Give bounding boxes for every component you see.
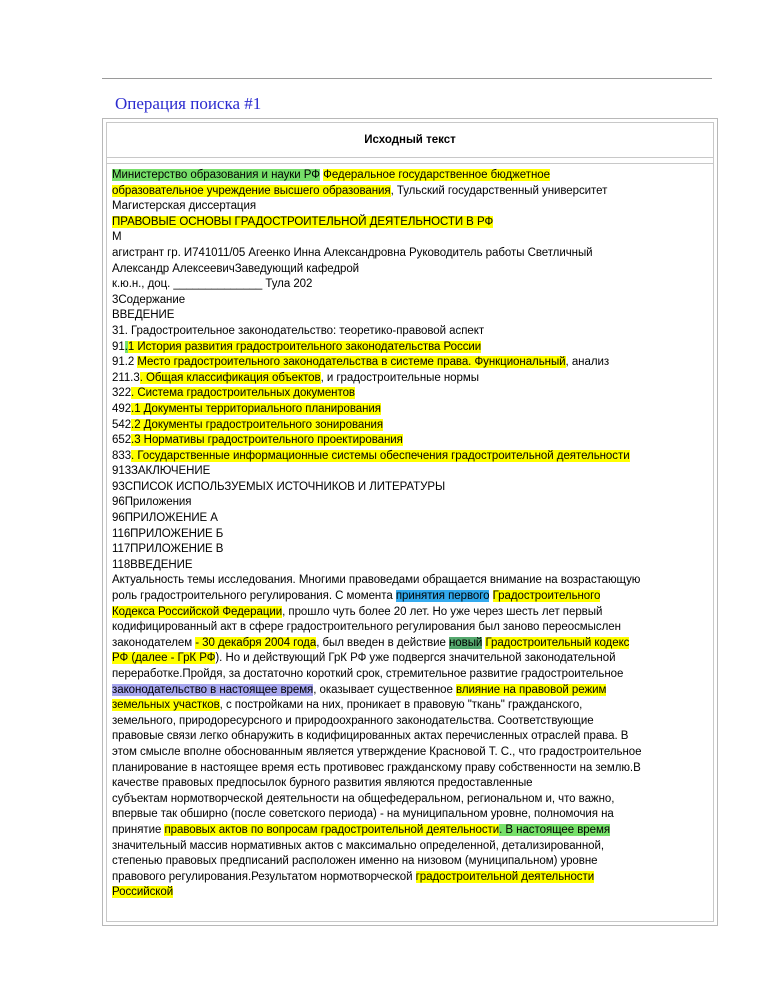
text-line	[112, 761, 712, 777]
text-line	[112, 449, 712, 465]
text-fragment: кодифицированный акт в сфере градостроительного регулирования был заново переосмыслен	[112, 621, 621, 634]
text-line	[112, 667, 712, 683]
text-fragment: Магистерская диссертация	[112, 200, 256, 213]
highlighted-fragment: Министерство образования и науки РФ	[112, 169, 320, 181]
text-line	[112, 745, 712, 761]
text-fragment: М	[112, 231, 122, 244]
text-line	[112, 168, 712, 184]
highlighted-fragment: . В настоящее время	[499, 823, 611, 836]
text-fragment: 3Содержание	[112, 293, 186, 306]
highlighted-fragment: образовательное учреждение высшего образования	[112, 184, 391, 197]
text-fragment: переработке.Пройдя, за достаточно короткий срок, стремительное развитие градостроительное	[112, 668, 624, 680]
highlighted-fragment: принятия первого	[395, 590, 490, 603]
text-fragment: субъектам нормотворческой деятельности на общефедеральном, региональном и, что важно,	[112, 792, 615, 805]
text-line	[112, 215, 712, 231]
highlighted-fragment: ПРАВОВЫЕ ОСНОВЫ ГРАДОСТРОИТЕЛЬНОЙ ДЕЯТЕЛЬНОСТИ В РФ	[112, 215, 494, 228]
text-fragment: 322	[112, 387, 132, 400]
text-fragment: ). Но и действующий ГрК РФ уже подвергся значительной законодательной	[215, 652, 616, 665]
highlighted-fragment: Кодекса Российской Федерации	[112, 605, 283, 618]
highlighted-fragment: земельных участков	[112, 699, 220, 712]
text-fragment: 652	[112, 434, 132, 447]
highlighted-fragment: Градостроительного	[492, 590, 601, 603]
text-fragment: , с постройками на них, проникает в правовую "ткань" гражданского,	[219, 699, 583, 712]
text-fragment: , Тульский государственный университет	[390, 184, 608, 197]
text-line	[112, 683, 712, 699]
text-line	[112, 823, 712, 839]
text-line	[112, 807, 712, 823]
page-title: Операция поиска #1	[115, 94, 262, 113]
text-line	[112, 386, 712, 402]
text-fragment: планирование в настоящее время есть противовес гражданскому праву собственности на землю.В	[112, 761, 641, 774]
text-fragment: степенью правовых предписаний расположен именно на низовом (муниципальном) уровне	[112, 855, 598, 868]
text-line	[112, 620, 712, 636]
highlighted-fragment: новый	[449, 636, 483, 649]
text-fragment: правового регулирования.Результатом нормотворческой	[112, 870, 416, 883]
text-line	[112, 433, 712, 449]
text-line	[112, 371, 712, 387]
text-fragment: , и градостроительные нормы	[320, 371, 479, 384]
text-fragment: земельного, природоресурсного и природоохранного законодательства. Соответствующие	[112, 714, 594, 727]
header-divider	[107, 159, 713, 164]
text-line	[112, 792, 712, 808]
text-fragment: , был введен в действие	[316, 636, 449, 649]
highlighted-fragment: законодательство в настоящее время	[112, 683, 314, 696]
text-fragment: правовые связи легко обнаружить в кодифицированных актах перечисленных отраслей права. В	[112, 730, 629, 743]
text-line	[112, 651, 712, 667]
highlighted-fragment: Российской	[112, 886, 174, 899]
text-line	[112, 340, 712, 356]
highlighted-fragment: градостроительной деятельности	[415, 870, 595, 883]
highlighted-fragment: Градостроительный кодекс	[485, 636, 630, 649]
text-line	[112, 308, 712, 324]
text-fragment: впервые так обширно (после советского периода) - на муниципальном уровне, полномочия на	[112, 808, 614, 821]
text-fragment: 913ЗАКЛЮЧЕНИЕ	[112, 465, 211, 478]
source-text-body	[112, 168, 712, 901]
text-fragment: Актуальность темы исследования. Многими правоведами обращается внимание на возрастающую	[112, 574, 641, 587]
text-fragment: 118ВВЕДЕНИЕ	[112, 558, 193, 571]
highlighted-fragment: влияние на правовой режим	[456, 683, 607, 696]
text-line	[112, 839, 712, 855]
text-fragment: 117ПРИЛОЖЕНИЕ В	[112, 543, 224, 556]
highlighted-fragment: Федеральное государственное бюджетное	[323, 169, 550, 181]
text-line	[112, 542, 712, 558]
text-line	[112, 636, 712, 652]
text-fragment: 93СПИСОК ИСПОЛЬЗУЕМЫХ ИСТОЧНИКОВ И ЛИТЕРАТУРЫ	[112, 480, 446, 493]
text-fragment: к.ю.н., доц. ______________ Тула 202	[112, 278, 313, 291]
text-fragment: 492	[112, 402, 132, 415]
highlighted-fragment: .	[124, 340, 128, 353]
highlighted-fragment: 1 История развития градостроительного законодательства России	[127, 340, 482, 353]
text-line	[112, 854, 712, 870]
table-cell-border	[106, 122, 714, 922]
text-line	[112, 885, 712, 901]
highlighted-fragment: . Общая классификация объектов	[139, 371, 321, 384]
highlighted-fragment: Место градостроительного законодательства в системе права. Функциональный	[137, 356, 566, 369]
text-fragment: 31. Градостроительное законодательство: теоретико-правовой аспект	[112, 324, 485, 337]
text-line	[112, 464, 712, 480]
text-line	[112, 184, 712, 200]
text-line	[112, 573, 712, 589]
text-line	[112, 246, 712, 262]
text-fragment: 116ПРИЛОЖЕНИЕ Б	[112, 527, 224, 540]
text-fragment: 91	[112, 340, 125, 353]
text-line	[112, 293, 712, 309]
text-fragment: агистрант гр. И741011/05 Агеенко Инна Александровна Руководитель работы Светличный	[112, 246, 593, 259]
text-line	[112, 199, 712, 215]
text-line	[112, 480, 712, 496]
text-fragment: принятие	[112, 823, 165, 836]
text-fragment: 96ПРИЛОЖЕНИЕ А	[112, 512, 218, 525]
highlighted-fragment: .2 Документы градостроительного зонирования	[131, 418, 384, 431]
text-fragment: 91.2	[112, 356, 138, 369]
text-fragment: , анализ	[565, 356, 610, 369]
highlighted-fragment: .1 Документы территориального планирования	[131, 402, 381, 415]
horizontal-divider	[102, 78, 712, 79]
text-fragment: качестве правовых предпосылок бурного развития являются предоставленные	[112, 777, 533, 790]
text-line	[112, 527, 712, 543]
text-fragment: 542	[112, 418, 132, 431]
text-line	[112, 870, 712, 886]
text-line	[112, 714, 712, 730]
text-line	[112, 230, 712, 246]
highlighted-fragment: . Государственные информационные системы обеспечения градостроительной деятельности	[131, 449, 630, 462]
text-fragment: 833	[112, 449, 132, 462]
text-line	[112, 418, 712, 434]
text-fragment: ВВЕДЕНИЕ	[112, 309, 175, 322]
highlighted-fragment: - 30 декабря 2004 года	[195, 636, 317, 649]
text-fragment: значительный массив нормативных актов с максимально определенной, детализированной,	[112, 839, 605, 852]
text-fragment: законодателем	[112, 636, 196, 649]
text-fragment: роль градостроительного регулирования. С момента	[112, 590, 396, 603]
text-line	[112, 698, 712, 714]
text-fragment: , прошло чуть более 20 лет. Но уже через шесть лет первый	[282, 605, 603, 618]
column-header-source-text: Исходный текст	[107, 123, 713, 158]
search-result-table	[102, 118, 718, 926]
text-line	[112, 605, 712, 621]
text-line	[112, 729, 712, 745]
text-fragment: 96Приложения	[112, 496, 192, 509]
highlighted-fragment: . Система градостроительных документов	[131, 387, 355, 400]
text-fragment: этом смысле вполне обоснованным является утверждение Красновой Т. С., что градостроительное	[112, 745, 642, 758]
text-line	[112, 355, 712, 371]
text-line	[112, 776, 712, 792]
text-fragment: Александр АлексеевичЗаведующий кафедрой	[112, 262, 360, 275]
text-fragment: , оказывает существенное	[313, 683, 457, 696]
text-line	[112, 324, 712, 340]
text-line	[112, 511, 712, 527]
text-line	[112, 495, 712, 511]
highlighted-fragment: .3 Нормативы градостроительного проектирования	[131, 434, 403, 447]
text-line	[112, 589, 712, 605]
text-line	[112, 402, 712, 418]
highlighted-fragment: правовых актов по вопросам градостроительной деятельности	[164, 823, 500, 836]
highlighted-fragment: РФ (далее - ГрК РФ	[112, 652, 216, 665]
text-line	[112, 558, 712, 574]
text-line	[112, 277, 712, 293]
text-line	[112, 262, 712, 278]
text-fragment: 211.3	[112, 371, 140, 384]
